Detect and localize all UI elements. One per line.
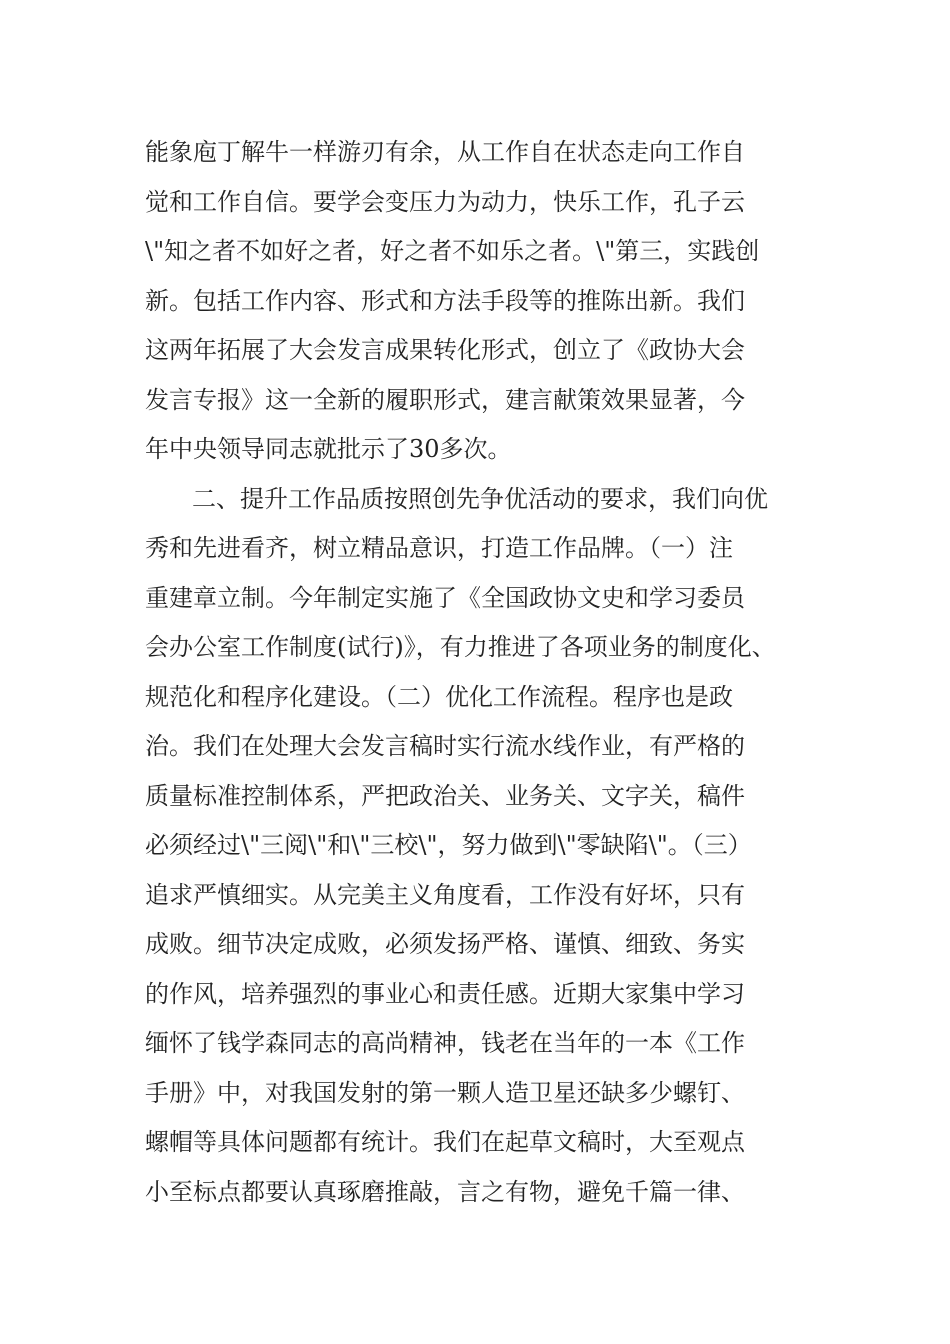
text-line: 发言专报》这一全新的履职形式，建言献策效果显著，今 bbox=[145, 385, 745, 414]
text-line: 小至标点都要认真琢磨推敲，言之有物，避免千篇一律、 bbox=[145, 1177, 745, 1206]
text-line: 觉和工作自信。要学会变压力为动力，快乐工作，孔子云 bbox=[145, 187, 745, 216]
text-line: 成败。细节决定成败，必须发扬严格、谨慎、细致、务实 bbox=[145, 930, 745, 958]
paragraph-first-line: 二、提升工作品质按照创先争优活动的要求，我们向优 bbox=[192, 484, 768, 513]
text-line: 新。包括工作内容、形式和方法手段等的推陈出新。我们 bbox=[145, 286, 745, 315]
text-line: 规范化和程序化建设。（二）优化工作流程。程序也是政 bbox=[145, 682, 733, 711]
text-line: \"知之者不如好之者，好之者不如乐之者。\"第三，实践创 bbox=[145, 237, 760, 265]
text-line: 手册》中，对我国发射的第一颗人造卫星还缺多少螺钉、 bbox=[145, 1078, 745, 1107]
text-line: 治。我们在处理大会发言稿时实行流水线作业，有严格的 bbox=[145, 732, 745, 760]
text-line: 追求严慎细实。从完美主义角度看，工作没有好坏，只有 bbox=[145, 880, 745, 909]
body-text bbox=[145, 128, 845, 1217]
text-line: 秀和先进看齐，树立精品意识，打造工作品牌。（一）注 bbox=[145, 534, 733, 562]
text-line: 缅怀了钱学森同志的高尚精神，钱老在当年的一本《工作 bbox=[145, 1029, 745, 1057]
text-line: 能象庖丁解牛一样游刃有余，从工作自在状态走向工作自 bbox=[145, 138, 745, 166]
text-line: 会办公室工作制度(试行)》，有力推进了各项业务的制度化、 bbox=[145, 633, 776, 661]
text-line: 重建章立制。今年制定实施了《全国政协文史和学习委员 bbox=[145, 583, 745, 612]
text-line: 这两年拓展了大会发言成果转化形式，创立了《政协大会 bbox=[145, 336, 745, 364]
text-line: 必须经过\"三阅\"和\"三校\"，努力做到\"零缺陷\"。（三） bbox=[145, 831, 752, 859]
text-line: 质量标准控制体系，严把政治关、业务关、文字关，稿件 bbox=[145, 781, 745, 810]
text-line: 螺帽等具体问题都有统计。我们在起草文稿时，大至观点 bbox=[145, 1128, 745, 1156]
text-line: 年中央领导同志就批示了30多次。 bbox=[145, 435, 512, 463]
text-line: 的作风，培养强烈的事业心和责任感。近期大家集中学习 bbox=[145, 979, 745, 1008]
